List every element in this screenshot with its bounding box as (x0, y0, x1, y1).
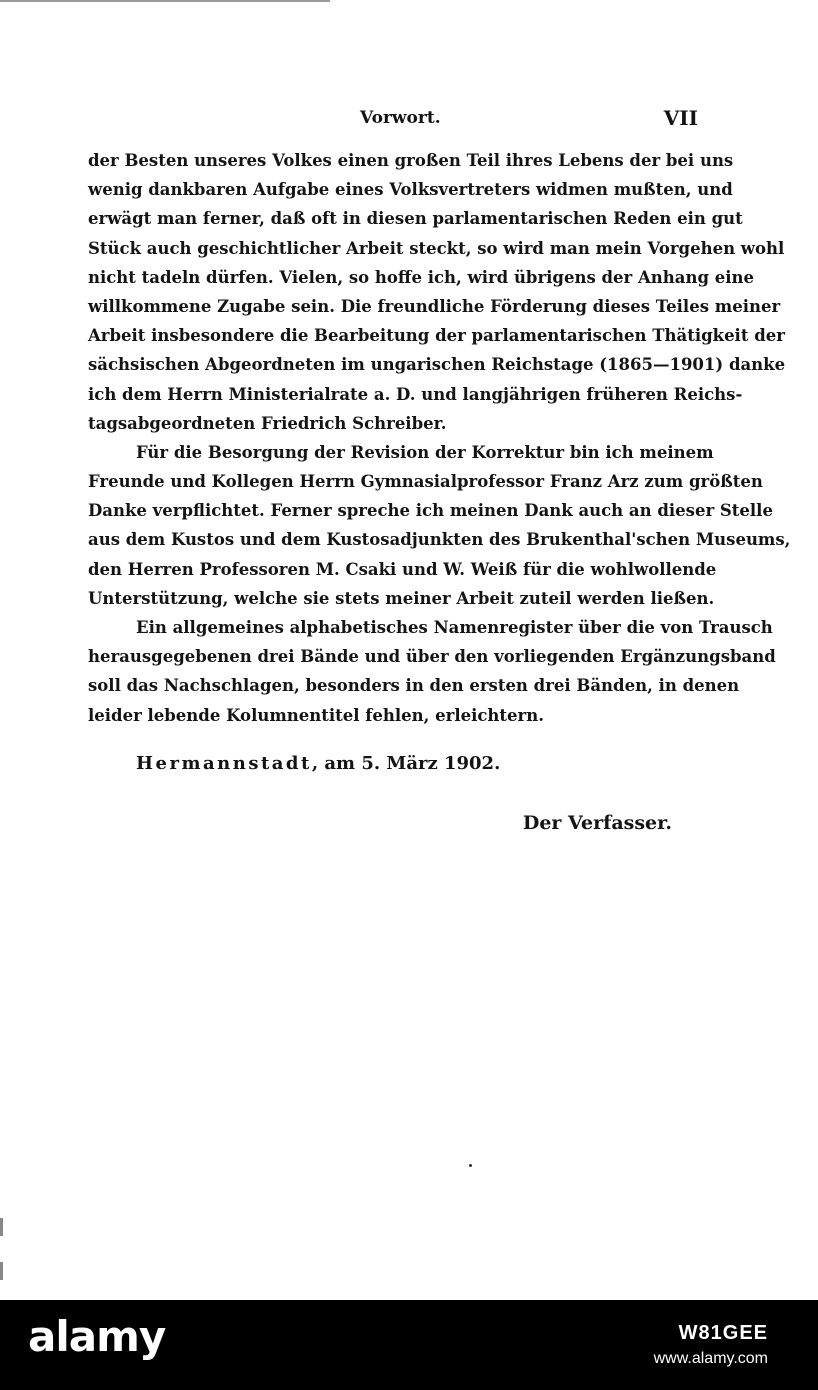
text-line: Für die Besorgung der Revision der Korrektur bin ich meinem (136, 442, 714, 462)
text-line: Ein allgemeines alphabetisches Namenregister über die von Trausch (136, 618, 773, 637)
text-line: tagsabgeordneten Friedrich Schreiber. (88, 413, 447, 433)
text-line: nicht tadeln dürfen. Vielen, so hoffe ich, wird übrigens der Anhang eine (88, 267, 754, 287)
print-speck (469, 1164, 472, 1167)
running-head: Vorwort. (360, 108, 441, 128)
paragraph-3 (88, 613, 776, 730)
text-line: ich dem Herrn Ministerialrate a. D. und langjährigen früheren Reichs- (88, 384, 743, 404)
dateline (136, 753, 500, 774)
site-url: www.alamy.com (653, 1350, 768, 1367)
text-line: herausgegebenen drei Bände und über den vorliegenden Ergänzungsband (88, 647, 776, 667)
text-line: sächsischen Abgeordneten im ungarischen Reichstage (1865—1901) danke (88, 355, 786, 375)
text-line: erwägt man ferner, daß oft in diesen parlamentarischen Reden ein gut (88, 209, 743, 229)
alamy-logo: alamy (28, 1312, 166, 1361)
paragraph-2 (88, 438, 791, 613)
scan-edge-mark (0, 1262, 3, 1280)
scan-edge-mark (0, 1218, 3, 1236)
watermark-footer (0, 1300, 818, 1390)
text-line: Arbeit insbesondere die Bearbeitung der parlamentarischen Thätigkeit der (88, 326, 785, 346)
text-line: der Besten unseres Volkes einen großen Teil ihres Lebens der bei uns (88, 151, 734, 170)
page-header (88, 108, 698, 134)
text-line: willkommene Zugabe sein. Die freundliche Förderung dieses Teiles meiner (88, 296, 781, 316)
text-line: aus dem Kustos und dem Kustosadjunkten des Brukenthal'schen Museums, (88, 530, 791, 550)
text-line: Danke verpflichtet. Ferner spreche ich meinen Dank auch an dieser Stelle (88, 501, 773, 521)
paragraph-1 (88, 146, 786, 438)
text-line: Freunde und Kollegen Herrn Gymnasialprofessor Franz Arz zum größten (88, 472, 763, 492)
author-signature: Der Verfasser. (522, 812, 672, 834)
dateline-place: Hermannstadt (136, 753, 312, 774)
image-id: W81GEE (678, 1322, 768, 1344)
page-number: VII (663, 106, 698, 130)
top-edge-rule (0, 0, 330, 2)
text-line: Unterstützung, welche sie stets meiner Arbeit zuteil werden ließen. (88, 588, 715, 608)
text-line: soll das Nachschlagen, besonders in den ersten drei Bänden, in denen (88, 676, 740, 696)
dateline-date: , am 5. März 1902. (311, 753, 501, 774)
text-line: wenig dankbaren Aufgabe eines Volksvertreters widmen mußten, und (88, 180, 733, 200)
text-line: den Herren Professoren M. Csaki und W. Weiß für die wohlwollende (88, 559, 717, 579)
body-text (88, 146, 791, 730)
text-line: leider lebende Kolumnentitel fehlen, erleichtern. (88, 705, 544, 725)
text-line: Stück auch geschichtlicher Arbeit steckt, so wird man mein Vorgehen wohl (88, 238, 785, 258)
